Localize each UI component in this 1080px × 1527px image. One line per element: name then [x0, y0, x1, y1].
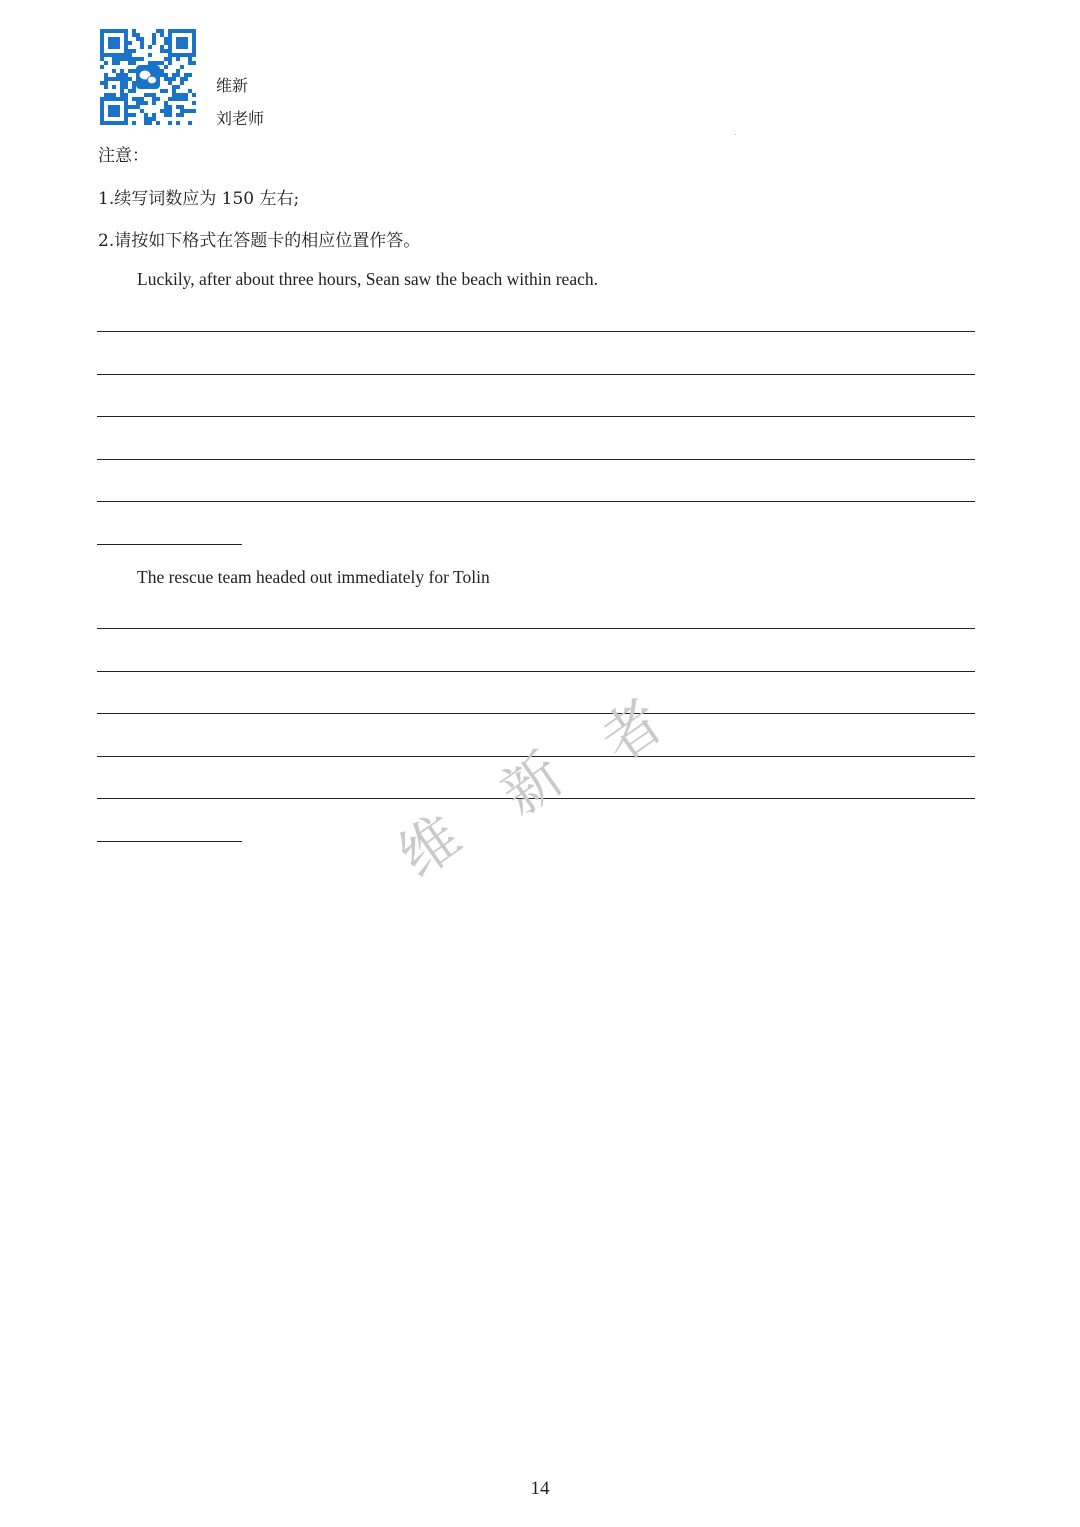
watermark-char-2: 新 — [488, 739, 576, 829]
paragraph-2-opening: The rescue team headed out immediately for Tolin — [137, 567, 490, 587]
writing-line — [97, 671, 975, 672]
stray-dot — [735, 134, 736, 135]
notice-item-1: 1.续写词数应为 150 左右; — [98, 189, 300, 209]
watermark-char-1: 维 — [386, 801, 474, 891]
writing-line — [97, 501, 975, 502]
notice-title: 注意： — [98, 146, 149, 166]
brand-line-1: 维新 — [216, 76, 249, 95]
writing-line — [97, 331, 975, 332]
page-number: 14 — [530, 1478, 550, 1499]
writing-line — [97, 459, 975, 460]
writing-line — [97, 416, 975, 417]
writing-line — [97, 713, 975, 714]
writing-line — [97, 374, 975, 375]
brand-label — [216, 69, 264, 135]
brand-line-2: 刘老师 — [216, 109, 265, 128]
notice-item-2: 2.请按如下格式在答题卡的相应位置作答。 — [98, 231, 421, 251]
wechat-qr-code-icon — [100, 29, 196, 125]
writing-line-short — [97, 544, 242, 545]
writing-line-short — [97, 841, 242, 842]
paragraph-1-opening: Luckily, after about three hours, Sean saw the beach within reach. — [137, 269, 598, 289]
writing-line — [97, 628, 975, 629]
watermark-char-3: 者 — [588, 686, 676, 776]
